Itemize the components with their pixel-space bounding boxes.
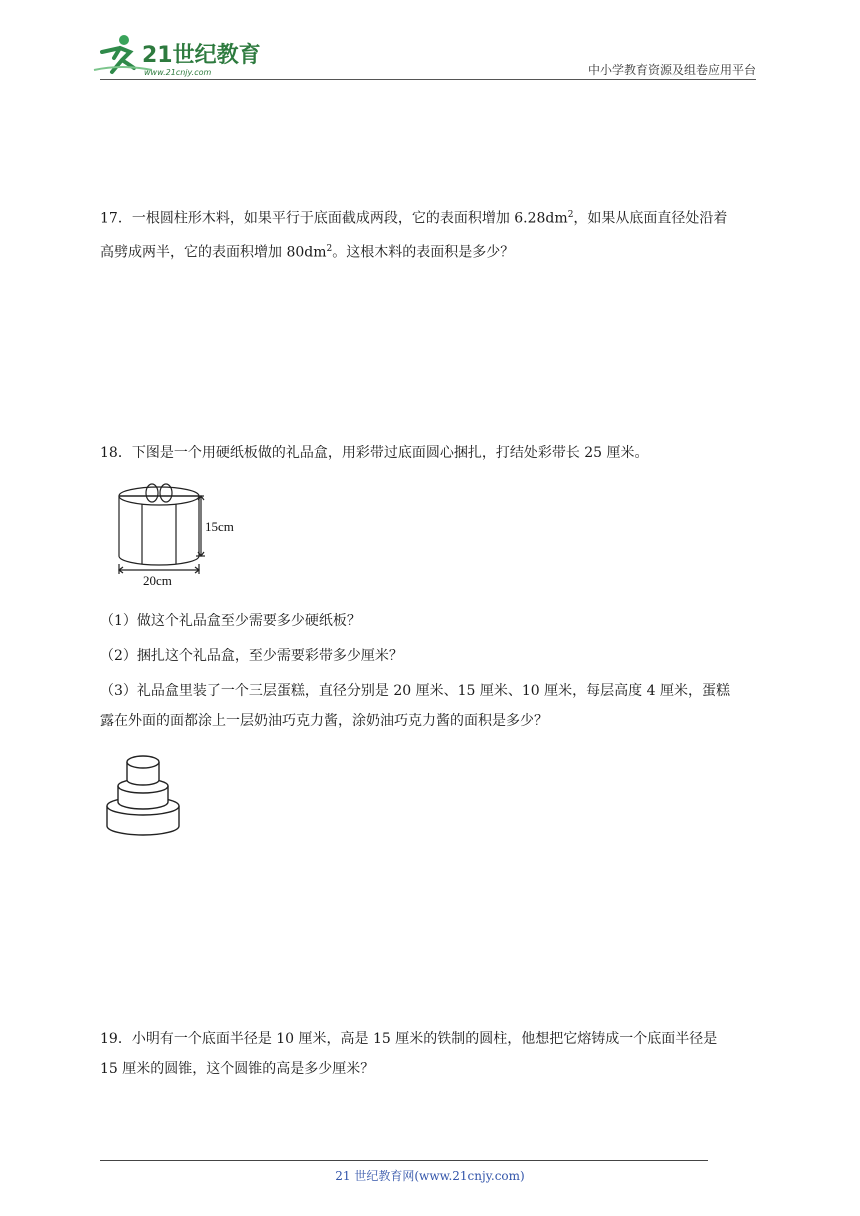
footer-link[interactable]: 21 世纪教育网(www.21cnjy.com) [335, 1169, 525, 1183]
question-18-sub-2: （2）捆扎这个礼品盒，至少需要彩带多少厘米？ [100, 648, 403, 664]
footer-divider [100, 1160, 708, 1161]
question-18-sub-1: （1）做这个礼品盒至少需要多少硬纸板？ [100, 613, 361, 629]
question-17 [100, 200, 762, 267]
question-17-line-1: 17．一根圆柱形木料，如果平行于底面截成两段，它的表面积增加 $6.28dm^2$，如果从底面直径处沿着 [100, 210, 728, 227]
question-19-line-2: 15 厘米的圆锥，这个圆锥的高是多少厘米？ [100, 1061, 375, 1077]
height-label: 15cm [205, 519, 234, 534]
question-18-sub-3-line-2: 露在外面的面都涂上一层奶油巧克力酱，涂奶油巧克力酱的面积是多少？ [100, 713, 548, 729]
question-17-line-2: 高劈成两半，它的表面积增加 $80dm^2$。这根木料的表面积是多少？ [100, 243, 515, 261]
question-18-sub-3-line-1: （3）礼品盒里装了一个三层蛋糕，直径分别是 20 厘米、15 厘米、10 厘米，每层高度 4 厘米，蛋糕 [100, 683, 730, 699]
diameter-label: 20cm [143, 573, 172, 588]
question-19 [100, 1024, 762, 1084]
logo-url: www.21cnjy.com [144, 68, 212, 77]
question-18: 18．下图是一个用硬纸板做的礼品盒，用彩带过底面圆心捆扎，打结处彩带长 25 厘米。 [100, 445, 649, 461]
header-divider [100, 79, 756, 80]
question-19-line-1: 19．小明有一个底面半径是 10 厘米，高是 15 厘米的铁制的圆柱，他想把它熔铸成一个底面半径是 [100, 1031, 718, 1047]
question-18-sub-3 [100, 676, 762, 736]
logo-text: 21世纪教育 [142, 43, 261, 68]
gift-box-figure [112, 478, 252, 588]
site-logo [92, 30, 262, 80]
cake-figure [104, 748, 184, 838]
platform-label: 中小学教育资源及组卷应用平台 [587, 63, 756, 77]
